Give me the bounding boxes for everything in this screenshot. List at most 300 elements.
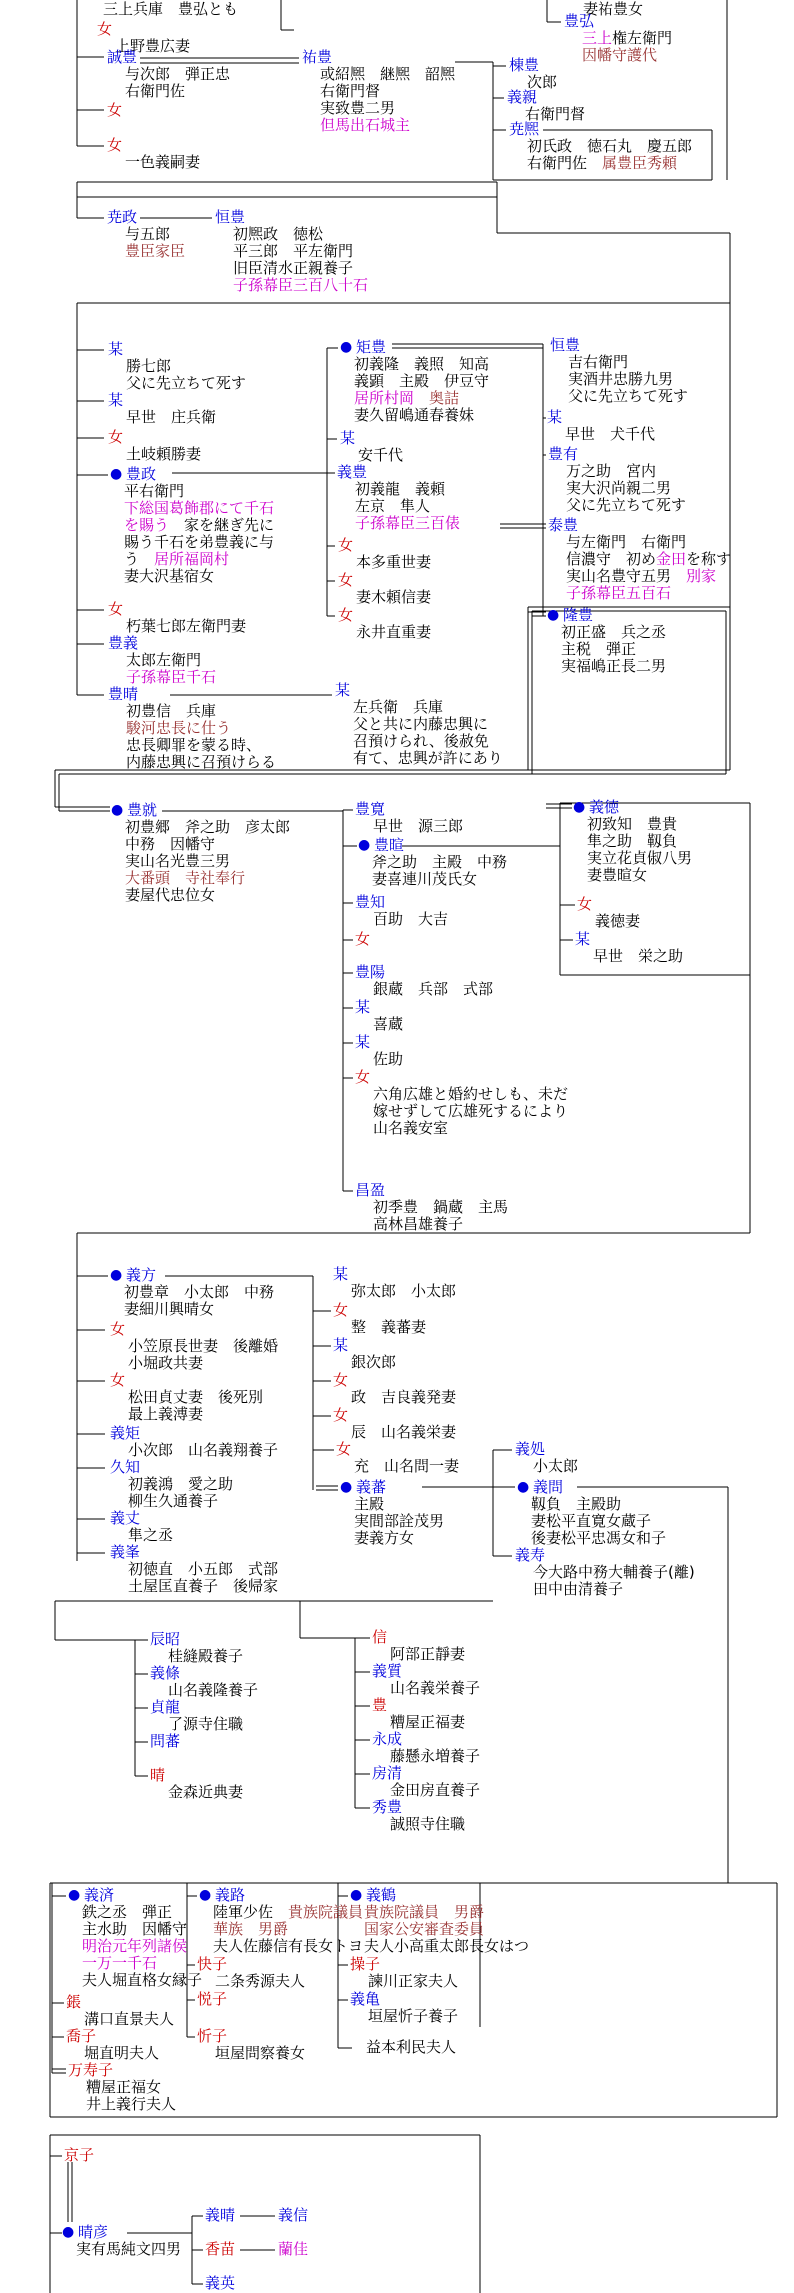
- person-name: 女: [97, 20, 113, 38]
- person-node: [336, 1440, 460, 1475]
- person-desc-line: 三上権左衛門: [582, 29, 673, 47]
- person-desc-line: 妻久留嶋通春養妹: [354, 406, 475, 424]
- person-desc-line: 隼之丞: [128, 1526, 174, 1544]
- person-desc-line: 藤懸永増養子: [390, 1747, 481, 1765]
- person-desc-line: 本多重世妻: [356, 553, 432, 571]
- person-desc-line: 土屋匡直養子 後帰家: [128, 1577, 279, 1595]
- person-node: [66, 2027, 160, 2062]
- person-desc-line: 父と共に内藤忠興に: [353, 715, 489, 733]
- person-node: [333, 1371, 457, 1406]
- person-node: [205, 2208, 235, 2223]
- person-node: [66, 1993, 175, 2028]
- person-node: [110, 465, 275, 585]
- person-name: ● 義問: [517, 1478, 564, 1496]
- person-desc-line: 義顕 主殿 伊豆守: [354, 372, 490, 390]
- person-desc-line: 初豊章 小太郎 中務: [124, 1283, 275, 1301]
- person-name: 久知: [110, 1458, 141, 1476]
- person-name: 祐豊: [302, 48, 333, 66]
- person-desc-line: 勝七郎: [126, 357, 172, 375]
- person-name: 女: [577, 895, 593, 913]
- person-name: 豊陽: [355, 963, 386, 981]
- person-node: [97, 20, 191, 55]
- person-desc-line: 山名義栄養子: [390, 1679, 481, 1697]
- person-desc-line: 夫人堀直格女縁子: [82, 1971, 203, 1989]
- person-name: ● 豊暄: [358, 836, 405, 854]
- person-desc-line: 松田貞丈妻 後死別: [128, 1388, 264, 1406]
- person-desc-line: 与左衛門 右衛門: [566, 533, 687, 551]
- person-desc-line: 垣屋問察養女: [215, 2044, 306, 2062]
- person-name: 義矩: [110, 1424, 141, 1442]
- person-node: [110, 1371, 264, 1423]
- person-node: [575, 930, 684, 965]
- person-node: [355, 1068, 569, 1137]
- person-node: [197, 1955, 306, 1990]
- person-name: 操子: [350, 1955, 381, 1973]
- person-name: 喬子: [66, 2027, 97, 2045]
- person-node: [110, 1266, 275, 1318]
- person-node: [197, 1992, 227, 2007]
- person-desc-line: 桂縫殿養子: [168, 1647, 244, 1665]
- person-node: [333, 1406, 457, 1441]
- person-desc-line: 内藤忠興に召預けらる: [126, 753, 277, 771]
- person-desc-line: 柳生久通養子: [128, 1492, 219, 1510]
- person-desc-line: 妻大沢基宿女: [124, 567, 215, 585]
- person-name: 女: [338, 536, 354, 554]
- person-desc-line: 隼之助 靱負: [587, 832, 678, 850]
- person-node: [564, 12, 673, 64]
- person-name: 義英: [205, 2274, 236, 2292]
- person-desc-line: 山名義隆養子: [168, 1681, 259, 1699]
- person-node: [355, 800, 464, 835]
- person-desc-line: 百助 大吉: [373, 910, 449, 928]
- person-desc-line: 朽葉七郎左衛門妻: [126, 617, 247, 635]
- person-name: 女: [108, 428, 124, 446]
- person-desc-line: 実立花貞俶八男: [587, 849, 693, 867]
- person-node: [548, 445, 686, 514]
- person-name: 万寿子: [68, 2061, 114, 2079]
- person-desc-line: 与五郎: [125, 225, 171, 243]
- person-desc-line: 夫人佐藤信有長女トヨ: [213, 1937, 364, 1955]
- person-node: [108, 600, 247, 635]
- person-desc-line: 貴族院議員 男爵: [364, 1903, 485, 1921]
- person-node: [340, 429, 404, 464]
- person-name: 義寿: [515, 1546, 546, 1564]
- person-node: [64, 2148, 94, 2163]
- person-desc-line: 下総国葛飾郡にて千石: [124, 499, 275, 517]
- person-name: 義峯: [110, 1543, 141, 1561]
- person-node: [333, 1265, 457, 1300]
- lineage-bullet-icon: ●: [111, 802, 124, 818]
- person-desc-line: 妻細川興晴女: [124, 1300, 215, 1318]
- person-name: 晴: [150, 1766, 166, 1784]
- person-desc-line: 上野豊広妻: [115, 37, 191, 55]
- person-node: [507, 88, 586, 123]
- person-desc-line: 太郎左衛門: [126, 651, 202, 669]
- person-name: 女: [110, 1320, 126, 1338]
- person-name: 某: [340, 429, 356, 447]
- person-desc-line: 子孫幕臣五百石: [566, 584, 672, 602]
- person-name: ● 義蕃: [340, 1478, 387, 1496]
- person-desc-line: 明治元年列諸侯: [82, 1937, 188, 1955]
- person-node: [108, 391, 217, 426]
- person-name: 尭政: [107, 208, 138, 226]
- person-node: [197, 2027, 306, 2062]
- person-desc-line: 今大路中務大輔養子(離): [533, 1563, 695, 1581]
- person-node: [515, 1546, 695, 1598]
- person-name: ● 隆豊: [547, 606, 594, 624]
- person-node: [278, 2208, 308, 2223]
- person-desc-line: 了源寺住職: [168, 1715, 244, 1733]
- person-name: ● 義鶴: [350, 1886, 397, 1904]
- person-node: [302, 48, 456, 134]
- person-node: [372, 1662, 481, 1697]
- person-desc-line: 初熈政 徳松: [233, 225, 324, 243]
- person-desc-line: 信濃守 初め金田を称す: [566, 550, 732, 568]
- person-desc-line: 右衛門佐: [125, 82, 186, 100]
- lineage-bullet-icon: ●: [110, 466, 123, 482]
- person-name: 房清: [372, 1764, 403, 1782]
- person-desc-line: 銀蔵 兵部 式部: [373, 980, 494, 998]
- person-node: [338, 606, 432, 641]
- person-node: [350, 1955, 459, 1990]
- person-node: [547, 408, 656, 443]
- person-name: 蘭佳: [278, 2240, 309, 2258]
- person-name: 義丈: [110, 1509, 141, 1527]
- person-desc-line: 実山名光豊三男: [125, 852, 231, 870]
- person-name: 豊: [372, 1696, 388, 1714]
- person-node: [577, 895, 641, 930]
- lineage-bullet-icon: ●: [547, 607, 560, 623]
- person-node: [150, 1734, 180, 1749]
- person-desc-line: 靱負 主殿助: [531, 1495, 622, 1513]
- lineage-bullet-icon: ●: [340, 339, 353, 355]
- person-node: [150, 1664, 259, 1699]
- lineage-bullet-icon: ●: [110, 1267, 123, 1283]
- person-desc-line: 辰 山名義栄妻: [351, 1423, 457, 1441]
- person-node: [68, 2061, 177, 2113]
- person-desc-line: 早世 源三郎: [373, 817, 464, 835]
- person-node: [278, 2242, 308, 2257]
- person-desc-line: 義徳妻: [595, 912, 641, 930]
- person-node: [150, 1766, 244, 1801]
- person-node: [215, 208, 369, 294]
- person-desc-line: 賜う千石を弟豊義に与: [124, 533, 275, 551]
- person-name: 義親: [507, 88, 538, 106]
- person-name: 尭熈: [509, 120, 540, 138]
- person-name: 某: [355, 1033, 371, 1051]
- person-node: [573, 798, 693, 884]
- person-desc-line: 初義龍 義頼: [355, 480, 446, 498]
- person-node: [110, 1320, 279, 1372]
- person-node: [107, 208, 186, 260]
- person-desc-line: 早世 栄之助: [593, 947, 684, 965]
- person-desc-line: 初義鴻 愛之助: [128, 1475, 234, 1493]
- person-desc-line: 妻豊暄女: [587, 866, 648, 884]
- person-node: [150, 1630, 244, 1665]
- person-desc-line: 次郎: [527, 73, 558, 91]
- person-name: 義処: [515, 1440, 546, 1458]
- person-node: [366, 2040, 456, 2055]
- lineage-bullet-icon: ●: [350, 1887, 363, 1903]
- person-desc-line: う 居所福岡村: [124, 550, 230, 568]
- person-desc-line: 喜蔵: [373, 1015, 404, 1033]
- person-name: 豊知: [355, 893, 386, 911]
- person-desc-line: 陸軍少佐 貴族院議員: [213, 1903, 364, 1921]
- person-desc-line: 妻松平直寛女蔵子: [531, 1512, 652, 1530]
- person-name: 女: [333, 1301, 349, 1319]
- person-desc-line: 吉右衛門: [568, 353, 629, 371]
- person-node: [103, 2, 238, 17]
- person-name: 義信: [278, 2206, 309, 2224]
- person-name: 某: [108, 391, 124, 409]
- person-desc-line: 子孫幕臣三百俵: [355, 514, 461, 532]
- person-name: 女: [108, 600, 124, 618]
- person-name: ● 晴彦: [62, 2223, 109, 2241]
- person-node: [372, 1730, 481, 1765]
- person-desc-line: 但馬出石城主: [320, 116, 411, 134]
- person-name: 豊義: [108, 634, 139, 652]
- person-desc-line: 駿河忠長に仕う: [126, 719, 232, 737]
- person-name: 某: [108, 340, 124, 358]
- person-node: [355, 1181, 509, 1233]
- person-desc-line: 高林昌雄養子: [373, 1215, 464, 1233]
- person-desc-line: 右衛門督: [525, 105, 586, 123]
- person-desc-line: 子孫幕臣三百八十石: [233, 276, 369, 294]
- person-desc-line: 六角広雄と婚約せしも、未だ: [373, 1085, 569, 1103]
- person-desc-line: 平三郎 平左衛門: [233, 242, 354, 260]
- person-desc-line: 山名義安室: [373, 1119, 449, 1137]
- person-name: 恒豊: [550, 336, 581, 354]
- person-name: 香苗: [205, 2240, 236, 2258]
- person-desc-line: 最上義溥妻: [128, 1405, 204, 1423]
- lineage-bullet-icon: ●: [573, 799, 586, 815]
- person-desc-line: 一色義嗣妻: [125, 153, 201, 171]
- person-desc-line: 有て、忠興が許にあり: [353, 749, 503, 767]
- person-desc-line: 銀次郎: [351, 1353, 397, 1371]
- person-desc-line: 鉄之丞 弾正: [82, 1903, 173, 1921]
- lineage-bullet-icon: ●: [199, 1887, 212, 1903]
- person-node: [111, 801, 291, 904]
- person-desc-line: 弥太郎 小太郎: [351, 1282, 457, 1300]
- person-node: [333, 1301, 427, 1336]
- person-desc-line: 父に先立ちて死す: [566, 496, 686, 514]
- person-desc-line: 子孫幕臣千石: [126, 668, 217, 686]
- person-desc-line: 実大沢尚親二男: [566, 479, 672, 497]
- person-node: [110, 1543, 279, 1595]
- person-desc-line: 妻喜連川茂氏女: [372, 870, 478, 888]
- person-node: [517, 1478, 667, 1547]
- person-desc-line: 土岐頼勝妻: [126, 445, 202, 463]
- person-desc-line: 安千代: [358, 446, 404, 464]
- person-desc-line: 父に先立ちて死す: [568, 387, 688, 405]
- person-desc-line: 豊臣家臣: [125, 242, 186, 260]
- person-desc-line: 井上義行夫人: [86, 2095, 177, 2113]
- person-name: 鋹: [66, 1993, 82, 2011]
- person-desc-line: 初徳直 小五郎 式部: [128, 1560, 279, 1578]
- person-desc-line: 万之助 宮内: [566, 462, 657, 480]
- person-node: [340, 338, 490, 424]
- person-node: [547, 606, 667, 675]
- person-name: 義亀: [350, 1990, 381, 2008]
- person-desc-line: 佐助: [373, 1050, 404, 1068]
- person-name: 義質: [372, 1662, 403, 1680]
- person-name: 辰昭: [150, 1630, 181, 1648]
- person-node: [108, 634, 217, 686]
- person-desc-line: 妻屋代忠位女: [125, 886, 216, 904]
- person-name: 義條: [150, 1664, 181, 1682]
- person-desc-line: 小堀政共妻: [128, 1354, 204, 1372]
- person-name: ● 義方: [110, 1266, 157, 1284]
- person-desc-line: 因幡守護代: [582, 46, 658, 64]
- person-name: 快子: [197, 1955, 228, 1973]
- person-node: [340, 1478, 445, 1547]
- person-node: [355, 1033, 404, 1068]
- person-name: 某: [333, 1265, 349, 1283]
- person-name: 棟豊: [509, 56, 540, 74]
- person-desc-line: 金森近典妻: [168, 1783, 244, 1801]
- person-desc-line: 旧臣清水正親養子: [233, 259, 354, 277]
- person-node: [107, 136, 201, 171]
- person-desc-line: 実有馬純文四男: [76, 2240, 182, 2258]
- person-node: [110, 1424, 279, 1459]
- person-node: [509, 120, 693, 172]
- person-name: ● 豊政: [110, 465, 157, 483]
- person-desc-line: 実間部詮茂男: [354, 1512, 445, 1530]
- person-name: 豊有: [548, 445, 579, 463]
- person-name: 女: [333, 1406, 349, 1424]
- person-desc-line: 夫人小高重太郎長女はつ: [364, 1937, 530, 1955]
- person-desc-line: 小太郎: [533, 1457, 579, 1475]
- person-desc-line: 実酒井忠勝九男: [568, 370, 674, 388]
- person-name: 女: [338, 571, 354, 589]
- person-name: 女: [355, 1068, 371, 1086]
- person-name: 問蕃: [150, 1732, 181, 1750]
- person-desc-line: 居所村岡 奥詰: [354, 389, 460, 407]
- person-name: ● 豊就: [111, 801, 158, 819]
- person-desc-line: 田中由清養子: [533, 1580, 624, 1598]
- person-name: 某: [575, 930, 591, 948]
- person-name: ● 義済: [68, 1886, 115, 1904]
- person-node: [108, 428, 202, 463]
- person-name: 女: [110, 1371, 126, 1389]
- lineage-bullet-icon: ●: [68, 1887, 81, 1903]
- person-desc-line: 阿部正靜妻: [390, 1645, 466, 1663]
- person-desc-line: 与次郎 弾正忠: [125, 65, 231, 83]
- person-desc-line: 諫川正家夫人: [368, 1972, 459, 1990]
- person-desc-line: を賜う 家を継ぎ先に: [124, 516, 275, 534]
- person-name: 泰豊: [548, 516, 579, 534]
- person-name: 忻子: [197, 2027, 228, 2045]
- person-desc-line: 一万一千石: [82, 1954, 158, 1972]
- person-node: [333, 1336, 397, 1371]
- person-desc-line: 平右衛門: [124, 482, 185, 500]
- person-desc-line: 実福嶋正長二男: [561, 657, 667, 675]
- person-desc-line: 実山名豊守五男 別家: [566, 567, 717, 585]
- person-name: 永成: [372, 1730, 403, 1748]
- person-node: [355, 893, 449, 928]
- person-node: [337, 463, 461, 532]
- person-name: 貞龍: [150, 1698, 181, 1716]
- person-node: [350, 1990, 459, 2025]
- person-desc-line: 実致豊二男: [320, 99, 396, 117]
- person-desc-line: 妻義方女: [354, 1529, 415, 1547]
- person-desc-line: 政 吉良義発妻: [351, 1388, 457, 1406]
- person-node: [107, 48, 231, 100]
- person-name: 三上兵庫 豊弘とも: [103, 0, 239, 18]
- person-name: 女: [107, 101, 123, 119]
- person-node: [372, 1628, 466, 1663]
- person-node: [62, 2223, 182, 2258]
- person-node: [515, 1440, 579, 1475]
- person-node: [199, 1886, 364, 1955]
- person-node: [68, 1886, 203, 1989]
- person-desc-line: 初豊信 兵庫: [126, 702, 217, 720]
- person-name: ● 矩豊: [340, 338, 387, 356]
- person-desc-line: 溝口直景夫人: [84, 2010, 175, 2028]
- person-desc-line: 初季豊 鍋蔵 主馬: [373, 1198, 509, 1216]
- person-desc-line: 糟屋正福妻: [390, 1713, 466, 1731]
- person-desc-line: 誠照寺住職: [390, 1815, 466, 1833]
- person-name: 女: [338, 606, 354, 624]
- person-desc-line: 後妻松平忠馮女和子: [531, 1529, 667, 1547]
- person-desc-line: 左京 隼人: [355, 497, 431, 515]
- person-desc-line: 中務 因幡守: [125, 835, 216, 853]
- person-node: [548, 516, 732, 602]
- person-desc-line: 早世 犬千代: [565, 425, 656, 443]
- person-desc-line: 主殿: [354, 1495, 385, 1513]
- person-name: 某: [333, 1336, 349, 1354]
- person-name: 恒豊: [215, 208, 246, 226]
- person-desc-line: 国家公安審査委員: [364, 1920, 485, 1938]
- person-name: 女: [333, 1371, 349, 1389]
- person-name: 豊寛: [355, 800, 386, 818]
- lineage-bullet-icon: ●: [517, 1479, 530, 1495]
- person-desc-line: 華族 男爵: [213, 1920, 289, 1938]
- person-desc-line: 二条秀源夫人: [215, 1972, 306, 1990]
- person-desc-line: 金田房直養子: [390, 1781, 481, 1799]
- person-name: 某: [547, 408, 563, 426]
- person-node: [372, 1798, 466, 1833]
- person-name: 京子: [64, 2146, 95, 2164]
- lineage-bullet-icon: ●: [358, 837, 371, 853]
- person-node: [335, 681, 503, 767]
- person-name: 豊晴: [108, 685, 139, 703]
- person-name: 女: [355, 930, 371, 948]
- person-name: 信: [372, 1628, 388, 1646]
- person-desc-line: 斧之助 主殿 中務: [372, 853, 508, 871]
- person-name: 悦子: [197, 1990, 228, 2008]
- person-name: 女: [336, 1440, 352, 1458]
- person-desc-line: 小笠原長世妻 後離婚: [128, 1337, 279, 1355]
- person-name: 秀豊: [372, 1798, 403, 1816]
- person-desc-line: 垣屋忻子養子: [368, 2007, 459, 2025]
- lineage-bullet-icon: ●: [340, 1479, 353, 1495]
- person-desc-line: 初正盛 兵之丞: [561, 623, 667, 641]
- person-name: 昌盈: [355, 1181, 386, 1199]
- person-desc-line: 主水助 因幡守: [82, 1920, 188, 1938]
- person-node: [107, 103, 122, 118]
- person-node: [350, 1886, 530, 1955]
- person-name: 妻祐豊女: [583, 0, 644, 18]
- person-desc-line: 初義隆 義照 知高: [354, 355, 490, 373]
- person-node: [372, 1764, 481, 1799]
- person-node: [108, 685, 277, 771]
- person-node: [355, 998, 404, 1033]
- person-node: [355, 932, 370, 947]
- person-node: [338, 536, 432, 571]
- person-desc-line: 父に先立ちて死す: [126, 374, 246, 392]
- lineage-bullet-icon: ●: [62, 2224, 75, 2240]
